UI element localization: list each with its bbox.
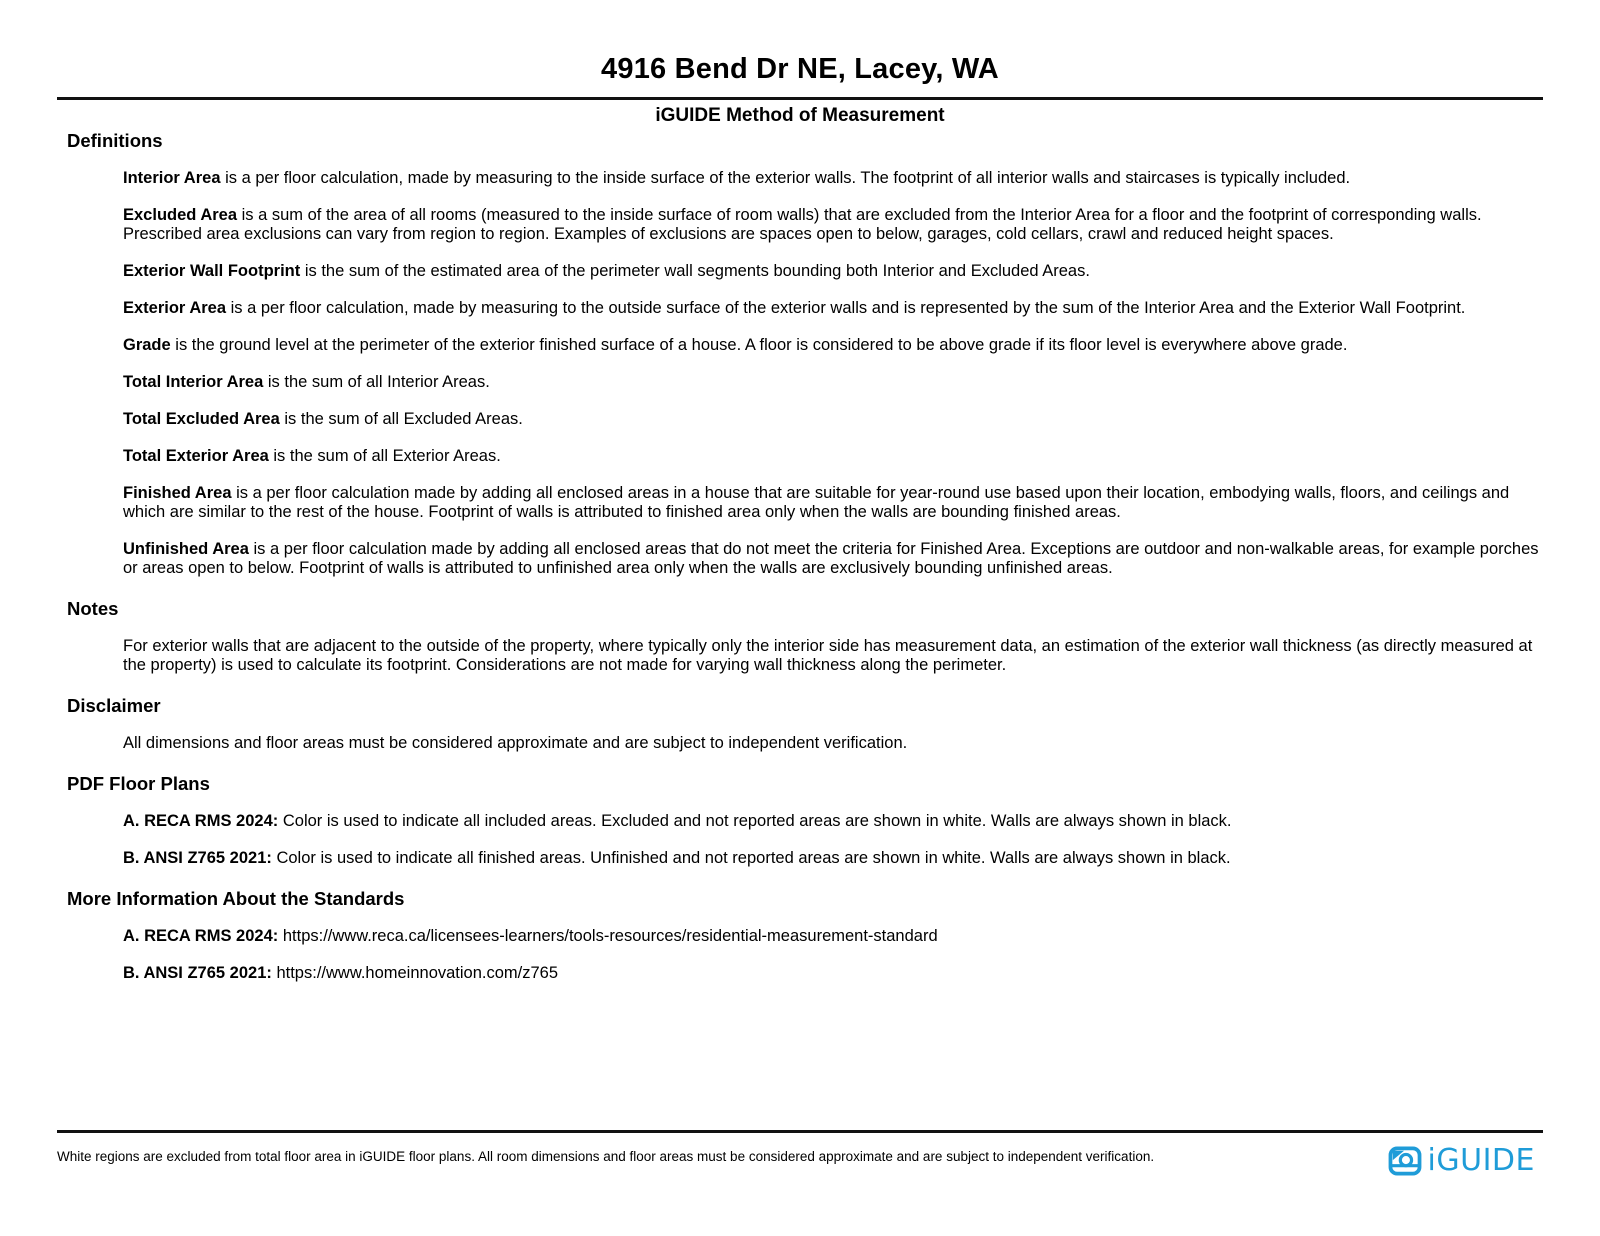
- iguide-logo: [1388, 1143, 1535, 1178]
- definition-term: Excluded Area: [123, 206, 238, 224]
- definition-term: Exterior Area: [123, 299, 227, 317]
- section-heading-disclaimer: Disclaimer: [67, 695, 161, 716]
- definition-term: Unfinished Area: [123, 540, 249, 558]
- section-heading-notes: Notes: [67, 598, 119, 619]
- standard-label: A. RECA RMS 2024:: [123, 812, 279, 830]
- definition-total-excluded-area: [123, 410, 1543, 429]
- definition-text: is the ground level at the perimeter of the exterior finished surface of a house. A floor is considered to be above grade if its floor level is everywhere above grade.: [170, 336, 1348, 354]
- definition-text: is the sum of all Exterior Areas.: [268, 447, 501, 465]
- definition-total-interior-area: [123, 373, 1543, 392]
- standard-text: Color is used to indicate all included areas. Excluded and not reported areas are shown in white. Walls are always shown in black.: [278, 812, 1232, 830]
- definition-term: Grade: [123, 336, 171, 354]
- definition-term: Total Interior Area: [123, 373, 264, 391]
- definition-text: is the sum of all Excluded Areas.: [279, 410, 523, 428]
- logo-text: iGUIDE: [1427, 1143, 1535, 1178]
- standard-label: B. ANSI Z765 2021:: [123, 849, 272, 867]
- definition-total-exterior-area: [123, 447, 1543, 466]
- definition-term: Finished Area: [123, 484, 232, 502]
- definition-exterior-area: [123, 299, 1543, 318]
- section-heading-pdf-floor-plans: PDF Floor Plans: [67, 773, 210, 794]
- document-content: [0, 52, 1600, 983]
- definition-text: is a per floor calculation made by adding all enclosed areas that do not meet the criteria for Finished Area. Exceptions are outdoor and non-walkable areas, for example porches or areas open to below. Footprint of walls is attributed to unfinished area only when the walls are exclusively bounding unfinished areas.: [123, 540, 1539, 577]
- camera-icon: [1388, 1146, 1422, 1176]
- more-info-item-ansi: [123, 964, 1543, 983]
- definition-text: is the sum of all Interior Areas.: [263, 373, 490, 391]
- definition-term: Exterior Wall Footprint: [123, 262, 301, 280]
- page-title: 4916 Bend Dr NE, Lacey, WA: [601, 53, 999, 85]
- title-divider: [57, 97, 1543, 100]
- definition-term: Interior Area: [123, 169, 221, 187]
- page-subtitle: iGUIDE Method of Measurement: [655, 105, 945, 126]
- standard-label: A. RECA RMS 2024:: [123, 927, 279, 945]
- pdf-floor-plans-item-ansi: [123, 849, 1543, 868]
- standard-text: Color is used to indicate all finished areas. Unfinished and not reported areas are shown in white. Walls are always shown in black.: [271, 849, 1231, 867]
- definition-interior-area: [123, 169, 1543, 188]
- standard-url: https://www.reca.ca/licensees-learners/tools-resources/residential-measurement-standard: [278, 927, 938, 945]
- more-info-item-reca: [123, 927, 1543, 946]
- disclaimer-paragraph: All dimensions and floor areas must be considered approximate and are subject to independent verification.: [123, 734, 908, 752]
- definition-excluded-area: [123, 206, 1543, 244]
- pdf-floor-plans-item-reca: [123, 812, 1543, 831]
- notes-paragraph: For exterior walls that are adjacent to the outside of the property, where typically only the interior side has measurement data, an estimation of the exterior wall thickness (as directly measured at the property) is used to calculate its footprint. Considerations are not made for varying wall thickness along the perimeter.: [123, 637, 1533, 674]
- definition-finished-area: [123, 484, 1543, 522]
- footer-note: White regions are excluded from total floor area in iGUIDE floor plans. All room dimensions and floor areas must be considered approximate and are subject to independent verification.: [57, 1149, 1155, 1164]
- definition-text: is a sum of the area of all rooms (measured to the inside surface of room walls) that are excluded from the Interior Area for a floor and the footprint of corresponding walls. Prescribed area exclusions can vary from region to region. Examples of exclusions are spaces open to below, garages, cold cellars, crawl and reduced height spaces.: [123, 206, 1482, 243]
- definition-grade: [123, 336, 1543, 355]
- definition-term: Total Exterior Area: [123, 447, 269, 465]
- definition-text: is the sum of the estimated area of the perimeter wall segments bounding both Interior and Excluded Areas.: [300, 262, 1090, 280]
- definition-text: is a per floor calculation, made by measuring to the outside surface of the exterior walls and is represented by the sum of the Interior Area and the Exterior Wall Footprint.: [226, 299, 1466, 317]
- footer-divider: [57, 1130, 1543, 1133]
- section-heading-definitions: Definitions: [67, 130, 163, 151]
- section-heading-more-information: More Information About the Standards: [67, 888, 405, 909]
- definition-unfinished-area: [123, 540, 1543, 578]
- definition-exterior-wall-footprint: [123, 262, 1543, 281]
- footer: [57, 1130, 1543, 1176]
- standard-label: B. ANSI Z765 2021:: [123, 964, 272, 982]
- definition-text: is a per floor calculation, made by measuring to the inside surface of the exterior walls. The footprint of all interior walls and staircases is typically included.: [220, 169, 1351, 187]
- definition-text: is a per floor calculation made by adding all enclosed areas in a house that are suitable for year-round use based upon their location, embodying walls, floors, and ceilings and which are similar to the rest of the house. Footprint of walls is attributed to finished area only when the walls are bounding finished areas.: [123, 484, 1510, 521]
- definition-term: Total Excluded Area: [123, 410, 280, 428]
- standard-url: https://www.homeinnovation.com/z765: [271, 964, 559, 982]
